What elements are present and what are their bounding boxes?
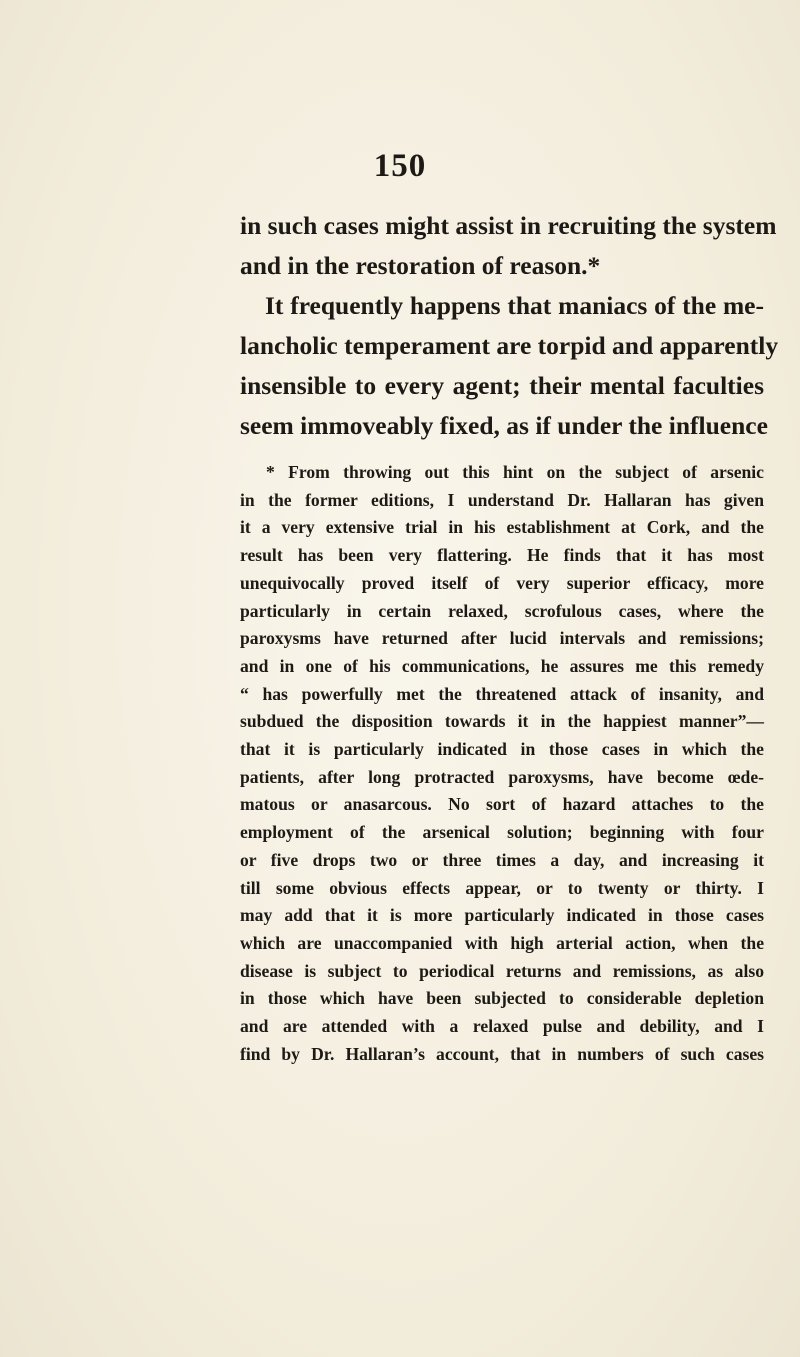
body-line: in such cases might assist in recruiting the system bbox=[240, 211, 777, 240]
footnote-line: paroxysms have returned after lucid intervals and remissions; bbox=[240, 628, 764, 649]
footnote-line: patients, after long protracted paroxysms, have become œde- bbox=[240, 766, 764, 787]
footnote-line: it a very extensive trial in his establishment at Cork, and the bbox=[240, 517, 764, 538]
body-text bbox=[240, 206, 779, 446]
footnote-line: in the former editions, I understand Dr. Hallaran has given bbox=[240, 489, 764, 510]
footnote-line: result has been very flattering. He finds that it has most bbox=[240, 545, 764, 566]
footnote-line: which are unaccompanied with high arterial action, when the bbox=[240, 932, 764, 953]
footnote-line: that it is particularly indicated in those cases in which the bbox=[240, 739, 764, 760]
footnote-line: employment of the arsenical solution; beginning with four bbox=[240, 822, 764, 843]
footnote-line: subdued the disposition towards it in the happiest manner”— bbox=[240, 711, 764, 732]
page-number: 150 bbox=[373, 148, 427, 184]
footnote-line: in those which have been subjected to considerable depletion bbox=[240, 988, 764, 1009]
footnote-line: find by Dr. Hallaran’s account, that in numbers of such cases bbox=[240, 1043, 764, 1064]
body-line: and in the restoration of reason.* bbox=[240, 251, 601, 280]
footnote-line: and are attended with a relaxed pulse and debility, and I bbox=[240, 1016, 764, 1037]
footnote-line: particularly in certain relaxed, scrofulous cases, where the bbox=[240, 600, 764, 621]
footnote-line: matous or anasarcous. No sort of hazard attaches to the bbox=[240, 794, 764, 815]
body-line: It frequently happens that maniacs of the me- bbox=[265, 291, 764, 320]
footnote-line: or five drops two or three times a day, and increasing it bbox=[240, 849, 764, 870]
footnote-line: and in one of his communications, he assures me this remedy bbox=[240, 655, 764, 676]
footnote-line: unequivocally proved itself of very superior efficacy, more bbox=[240, 572, 764, 593]
footnote-line: till some obvious effects appear, or to twenty or thirty. I bbox=[240, 877, 764, 898]
body-line: insensible to every agent; their mental faculties bbox=[240, 371, 764, 400]
footnote bbox=[240, 459, 764, 1068]
body-line: lancholic temperament are torpid and apparently bbox=[240, 331, 779, 360]
footnote-line: disease is subject to periodical returns and remissions, as also bbox=[240, 960, 764, 981]
footnote-line: may add that it is more particularly indicated in those cases bbox=[240, 905, 764, 926]
footnote-line: * From throwing out this hint on the subject of arsenic bbox=[266, 462, 764, 482]
body-line: seem immoveably fixed, as if under the influence bbox=[240, 411, 768, 440]
footnote-line: “ has powerfully met the threatened attack of insanity, and bbox=[240, 683, 764, 704]
